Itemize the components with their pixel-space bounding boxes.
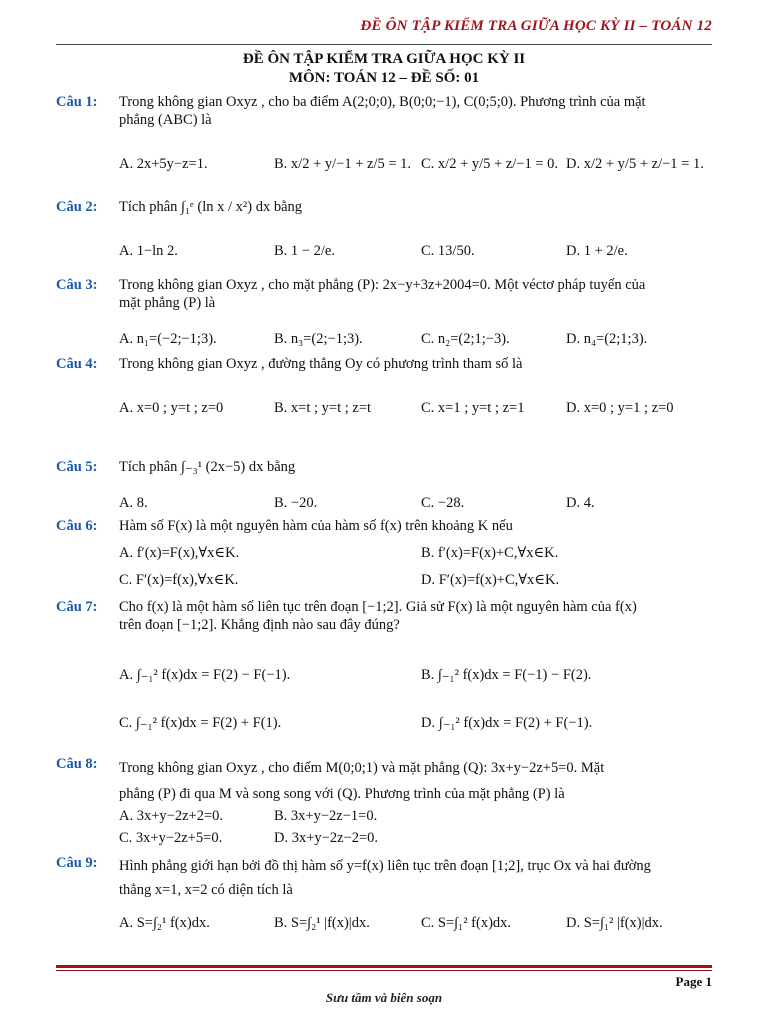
option-row [119,666,716,684]
question-line: Hàm số F(x) là một nguyên hàm của hàm số f(x) trên khoảng K nếu [119,518,513,534]
question-line: Trong không gian Oxyz , cho mặt phẳng (P): 2x−y+3z+2004=0. Một véctơ pháp tuyến của [119,277,646,293]
question-text [119,755,716,807]
option-d: D. S=∫₁² |f(x)|dx. [566,915,663,931]
option-b: B. −20. [274,495,318,511]
question-label: Câu 2: [56,199,98,215]
option-a: A. 1−ln 2. [119,243,178,259]
option-a: A. x=0 ; y=t ; z=0 [119,400,224,416]
option-d: D. 1 + 2/e. [566,243,628,259]
footer-rule-thick [56,965,712,968]
option-c: C. x/2 + y/5 + z/−1 = 0. [421,156,559,172]
question-label: Câu 9: [56,855,98,871]
option-d: D. ∫₋₁² f(x)dx = F(2) + F(−1). [421,715,593,731]
option-b: B. S=∫₂¹ |f(x)|dx. [274,915,370,931]
question-label: Câu 7: [56,599,98,615]
question-text [119,355,716,373]
option-a: A. S=∫₂¹ f(x)dx. [119,915,210,931]
question-line: Tích phân ∫₁ᵉ (ln x / x²) dx bằng [119,199,302,215]
option-b: B. 1 − 2/e. [274,243,335,259]
option-a: A. f′(x)=F(x),∀x∈K. [119,545,240,561]
option-a: A. n₁=(−2;−1;3). [119,331,217,347]
question-line: phẳng (P) đi qua M và song song với (Q). Phương trình của mặt phẳng (P) là [119,786,565,802]
option-row [119,494,716,512]
question-line: Tích phân ∫₋₃¹ (2x−5) dx bằng [119,459,296,475]
option-row [119,155,716,173]
page-header-title: ĐỀ ÔN TẬP KIỂM TRA GIỮA HỌC KỲ II – TOÁN 12 [360,18,712,34]
option-c: C. S=∫₁² f(x)dx. [421,915,512,931]
option-d: D. 3x+y−2z−2=0. [274,830,378,846]
exam-subtitle: MÔN: TOÁN 12 – ĐỀ SỐ: 01 [288,70,480,86]
footer-rule-thin [56,970,712,971]
question-line: phẳng (ABC) là [119,112,212,128]
option-row [119,914,716,932]
question-label: Câu 8: [56,756,98,772]
question-line: Trong không gian Oxyz , cho điểm M(0;0;1) và mặt phẳng (Q): 3x+y−2z+5=0. Mặt [119,760,605,776]
question-line: trên đoạn [−1;2]. Khẳng định nào sau đây đúng? [119,617,400,633]
option-c: C. −28. [421,495,465,511]
question-label: Câu 6: [56,518,98,534]
option-row [119,242,716,260]
option-a: A. ∫₋₁² f(x)dx = F(2) − F(−1). [119,667,291,683]
option-d: D. F′(x)=f(x)+C,∀x∈K. [421,572,560,588]
option-c: C. 3x+y−2z+5=0. [119,830,223,846]
question-text [119,93,716,129]
option-d: D. 4. [566,495,595,511]
question-line: thẳng x=1, x=2 có diện tích là [119,882,293,898]
option-row [119,714,716,732]
option-row [119,330,716,348]
question-text [119,854,716,902]
option-c: C. n₂=(2;1;−3). [421,331,510,347]
question-line: Hình phẳng giới hạn bởi đồ thị hàm số y=f(x) liên tục trên đoạn [1;2], trục Ox và hai đường [119,858,651,874]
question-label: Câu 4: [56,356,98,372]
option-d: D. n₄=(2;1;3). [566,331,648,347]
option-b: B. x/2 + y/−1 + z/5 = 1. [274,156,412,172]
option-b: B. f′(x)=F(x)+C,∀x∈K. [421,545,559,561]
option-b: B. n₃=(2;−1;3). [274,331,363,347]
footer-credit: Sưu tầm và biên soạn [325,990,443,1005]
option-d: D. x/2 + y/5 + z/−1 = 1. [566,156,704,172]
question-text [119,198,716,216]
option-row [119,544,716,562]
header-rule [56,44,712,45]
option-c: C. x=1 ; y=t ; z=1 [421,400,525,416]
option-b: B. ∫₋₁² f(x)dx = F(−1) − F(2). [421,667,592,683]
option-c: C. ∫₋₁² f(x)dx = F(2) + F(1). [119,715,282,731]
exam-title: ĐỀ ÔN TẬP KIỂM TRA GIỮA HỌC KỲ II [242,51,526,67]
option-b: B. 3x+y−2z−1=0. [274,808,378,824]
option-b: B. x=t ; y=t ; z=t [274,400,372,416]
option-c: C. F′(x)=f(x),∀x∈K. [119,572,239,588]
question-line: Trong không gian Oxyz , cho ba điểm A(2;0;0), B(0;0;−1), C(0;5;0). Phương trình của mặt [119,94,646,110]
question-text [119,598,716,634]
question-line: Trong không gian Oxyz , đường thẳng Oy có phương trình tham số là [119,356,523,372]
question-label: Câu 1: [56,94,98,110]
question-label: Câu 5: [56,459,98,475]
option-a: A. 3x+y−2z+2=0. [119,808,223,824]
option-d: D. x=0 ; y=1 ; z=0 [566,400,674,416]
question-text [119,517,716,535]
page-number: Page 1 [675,974,712,989]
option-row [119,807,716,825]
option-c: C. 13/50. [421,243,475,259]
option-a: A. 8. [119,495,148,511]
question-text [119,276,716,312]
option-row [119,829,716,847]
option-a: A. 2x+5y−z=1. [119,156,208,172]
option-row [119,399,716,417]
question-line: Cho f(x) là một hàm số liên tục trên đoạn [−1;2]. Giả sử F(x) là một nguyên hàm của f(x) [119,599,637,615]
question-label: Câu 3: [56,277,98,293]
question-line: mặt phẳng (P) là [119,295,216,311]
question-text [119,458,716,476]
option-row [119,571,716,589]
